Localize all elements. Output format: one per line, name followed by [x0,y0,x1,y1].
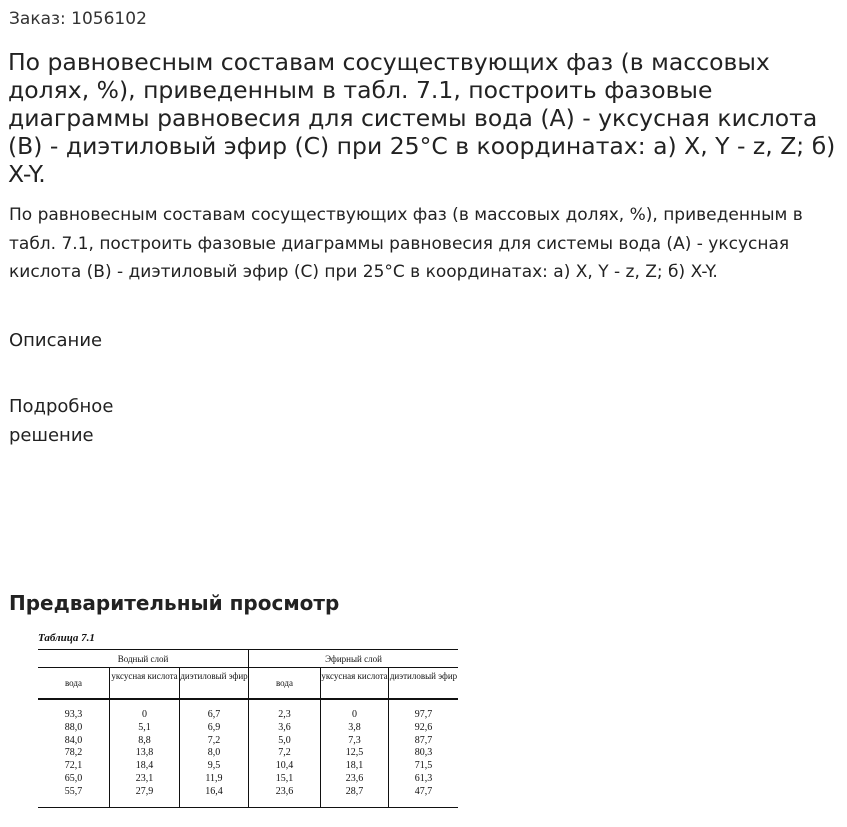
table-cell: 92,6 [414,721,433,733]
table-cell: 7,2 [278,747,291,759]
table-cell: 10,4 [275,760,294,772]
table-cell: 23,6 [345,772,364,784]
table-cell: 8,0 [207,747,221,759]
task-description: По равновесным составам сосуществующих фаз (в массовых долях, %), приведенным в табл. 7.1, построить фазовые диаграммы равновесия для системы вода (А) - уксусная кислота (В) - диэтиловый эфир (С) при 25°С в координатах: а) X, Y - z, Z; б) X-Y. [9,205,803,282]
table-column [110,709,179,799]
table-cell: 5,0 [278,734,291,746]
table-column [180,709,248,799]
table-cell: 61,3 [414,772,433,784]
table-column [38,709,109,799]
table-caption: Таблица 7.1 [38,632,95,644]
column-header: уксусная кислота [321,671,388,681]
table-cell: 87,7 [414,734,433,746]
table-cell: 80,3 [414,747,433,759]
table-cell: 2,3 [278,709,291,720]
column-header: диэтиловый эфир [180,671,248,681]
table-cell: 6,7 [207,709,221,720]
table-cell: 7,2 [207,734,221,746]
table-column [249,709,320,799]
group-header-ether: Эфирный слой [325,654,382,664]
table-cell: 93,3 [64,709,83,720]
table-cell: 6,9 [207,721,221,733]
table-cell: 28,7 [345,785,364,797]
table-cell: 27,9 [135,785,154,797]
group-header-aqueous: Водный слой [117,654,169,664]
table-cell: 0 [142,709,147,720]
table-cell: 8,8 [138,734,151,746]
table-cell: 16,4 [205,785,223,797]
table-cell: 5,1 [138,721,151,733]
preview-heading: Предварительный просмотр [9,591,340,615]
table-cell: 7,3 [348,734,361,746]
table-cell: 3,6 [278,721,291,733]
table-rule-bottom [38,807,458,808]
table-cell: 78,2 [64,747,83,759]
table-cell: 23,1 [135,772,154,784]
column-header: вода [275,678,293,688]
table-cell: 88,0 [64,721,83,733]
table-cell: 47,7 [414,785,433,797]
table-cell: 0 [352,709,357,720]
table-cell: 65,0 [64,772,83,784]
table-cell: 72,1 [64,760,83,772]
solution-label: Подробное решение [9,396,114,446]
column-header: уксусная кислота [111,671,178,681]
table-cell: 18,1 [345,760,364,772]
table-cell: 9,5 [207,760,221,772]
table-cell: 11,9 [205,772,223,784]
table-cell: 84,0 [64,734,83,746]
order-number: Заказ: 1056102 [9,9,147,29]
table-cell: 55,7 [64,785,83,797]
column-header: вода [64,678,82,688]
table-cell: 71,5 [414,760,433,772]
description-label: Описание [9,330,103,351]
table-cell: 23,6 [275,785,294,797]
table-cell: 97,7 [414,709,433,720]
table-cell: 15,1 [275,772,294,784]
table-column [321,709,388,799]
preview-image [36,630,460,812]
table-column [389,709,458,799]
table-cell: 18,4 [135,760,154,772]
task-title: По равновесным составам сосуществующих фаз (в массовых долях, %), приведенным в табл. 7.1, построить фазовые диаграммы равновесия для системы вода (А) - уксусная кислота (В) - диэтиловый эфир (С) при 25°С в координатах: а) X, Y - z, Z; б) X-Y. [8,48,836,188]
table-cell: 3,8 [348,721,361,733]
column-header: диэтиловый эфир [389,671,458,681]
table-cell: 13,8 [135,747,154,759]
table-cell: 12,5 [345,747,364,759]
